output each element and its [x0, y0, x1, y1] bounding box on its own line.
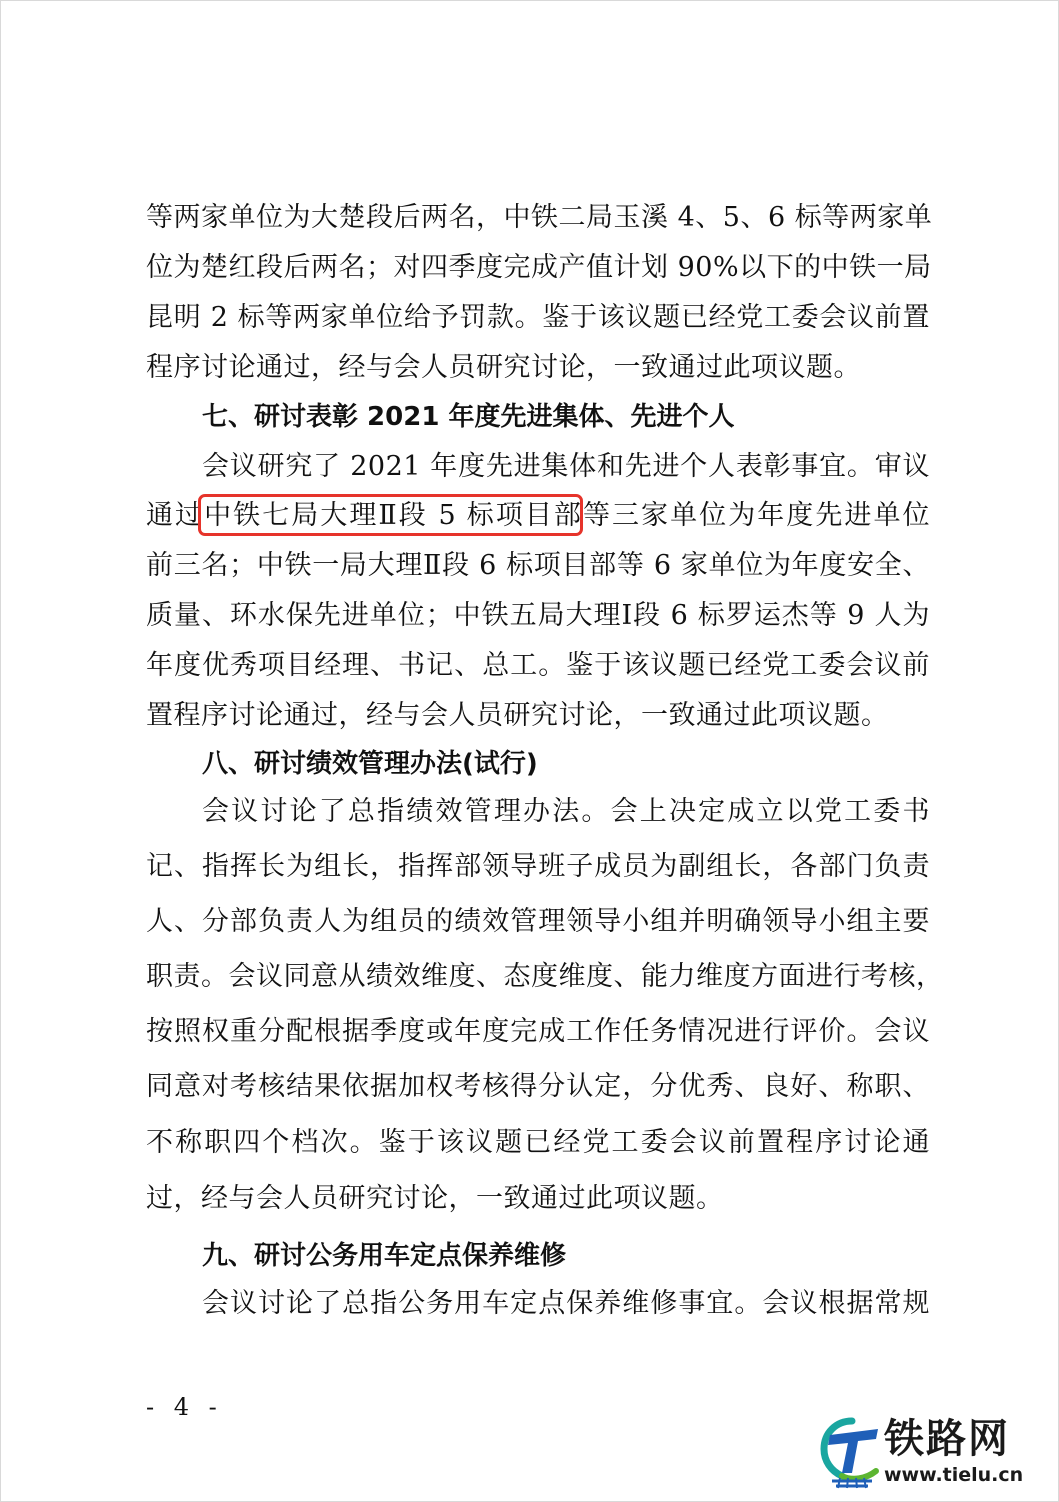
paragraph-line: 质量、环水保先进单位；中铁五局大理Ⅰ段 6 标罗运杰等 9 人为 [146, 600, 930, 631]
paragraph-line: 记、指挥长为组长，指挥部领导班子成员为副组长，各部门负责 [146, 851, 930, 882]
paragraph-line: 会议讨论了总指绩效管理办法。会上决定成立以党工委书 [202, 796, 930, 827]
section-heading: 九、研讨公务用车定点保养维修 [202, 1241, 567, 1271]
section-heading: 八、研讨绩效管理办法(试行) [202, 749, 538, 779]
paragraph-line: 等两家单位为大楚段后两名，中铁二局玉溪 4、5、6 标等两家单 [146, 202, 933, 233]
paragraph-line: 人、分部负责人为组员的绩效管理领导小组并明确领导小组主要 [146, 906, 930, 937]
highlight-annotation-box [198, 494, 583, 536]
paragraph-line: 职责。会议同意从绩效维度、态度维度、能力维度方面进行考核， [146, 961, 944, 992]
paragraph-line: 不称职四个档次。鉴于该议题已经党工委会议前置程序讨论通 [146, 1127, 930, 1158]
paragraph-line: 置程序讨论通过，经与会人员研究讨论，一致通过此项议题。 [146, 700, 889, 731]
paragraph-line: 前三名；中铁一局大理Ⅱ段 6 标项目部等 6 家单位为年度安全、 [146, 550, 930, 581]
section-heading: 七、研讨表彰 2021 年度先进集体、先进个人 [202, 402, 735, 432]
paragraph-line: 昆明 2 标等两家单位给予罚款。鉴于该议题已经党工委会议前置 [146, 302, 930, 333]
paragraph-line: 年度优秀项目经理、书记、总工。鉴于该议题已经党工委会议前 [146, 650, 930, 681]
paragraph-line: 通过中铁七局大理Ⅱ段 5 标项目部等三家单位为年度先进单位 [146, 500, 930, 531]
page-number: - 4 - [146, 1393, 223, 1421]
logo-url: www.tielu.cn [884, 1464, 1024, 1486]
paragraph-line: 会议讨论了总指公务用车定点保养维修事宜。会议根据常规 [202, 1288, 930, 1319]
paragraph-line: 同意对考核结果依据加权考核得分认定，分优秀、良好、称职、 [146, 1071, 930, 1102]
tielu-logo-icon [818, 1415, 886, 1489]
paragraph-line: 会议研究了 2021 年度先进集体和先进个人表彰事宜。审议 [202, 451, 930, 482]
paragraph-line: 过，经与会人员研究讨论，一致通过此项议题。 [146, 1183, 724, 1214]
site-watermark-logo [816, 1413, 1056, 1499]
paragraph-line: 位为楚红段后两名；对四季度完成产值计划 90%以下的中铁一局 [146, 252, 932, 283]
paragraph-line: 按照权重分配根据季度或年度完成工作任务情况进行评价。会议 [146, 1016, 930, 1047]
logo-name: 铁路网 [884, 1416, 1010, 1462]
paragraph-line: 程序讨论通过，经与会人员研究讨论，一致通过此项议题。 [146, 352, 861, 383]
